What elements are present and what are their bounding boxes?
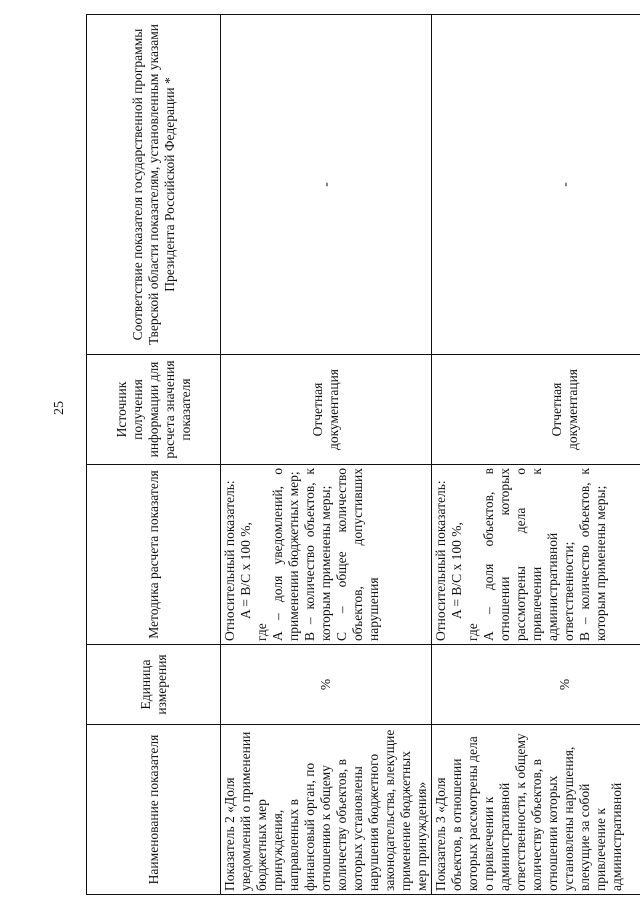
indicator-method: [432, 465, 640, 645]
method-line: А – доля объектов, в отношении которых рассмотрены дела о привлечении к административной ответственности;: [481, 468, 576, 641]
rotated-table-wrapper: [86, 15, 640, 895]
header-unit: Единица измерения: [87, 645, 221, 725]
method-line: С – общее количество объектов, допустивших нарушения: [334, 468, 381, 641]
method-formula: A = B/C x 100 %,: [238, 522, 253, 619]
page-number: 25: [52, 401, 67, 415]
method-line: где: [254, 623, 269, 641]
indicator-correspondence: -: [432, 15, 640, 355]
indicator-name: Показатель 2 «Доля уведомлений о применении бюджетных мер принуждения, направленных в финансовый орган, по отношению к общему количеству объектов, в которых установлены нарушения бюджетного законодательства, влекущие применение бюджетных мер принуждения»: [221, 725, 432, 895]
indicator-unit: %: [221, 645, 432, 725]
method-line: В – количество объектов, к которым применены меры;: [577, 468, 608, 641]
table-row: [221, 15, 432, 895]
table-header-row: [87, 15, 221, 895]
method-line: Относительный показатель:: [433, 480, 448, 641]
header-method: Методика расчета показателя: [87, 465, 221, 645]
method-formula: A = B/C x 100 %,: [449, 522, 464, 619]
indicator-source: Отчетная документация: [432, 355, 640, 465]
header-name: Наименование показателя: [87, 725, 221, 895]
method-line: где: [465, 623, 480, 641]
indicator-source: Отчетная документация: [221, 355, 432, 465]
indicator-unit: %: [432, 645, 640, 725]
method-line: В – количество объектов, к которым применены меры;: [302, 468, 333, 641]
header-correspondence: Соответствие показателя государственной программы Тверской области показателям, установленным указами Президента Российской Федерации *: [87, 15, 221, 355]
table-row: [432, 15, 640, 895]
header-source: Источник получения информации для расчета значения показателя: [87, 355, 221, 465]
method-line: Относительный показатель:: [222, 480, 237, 641]
indicators-table: [86, 14, 640, 895]
indicator-method: [221, 465, 432, 645]
method-line: А – доля уведомлений, о применении бюджетных мер;: [270, 468, 301, 641]
indicator-name: Показатель 3 «Доля объектов, в отношении которых рассмотрены дела о привлечении к административной ответственности, к общему количеству объектов, в отношении которых установлены нарушения, влекущие за собой привлечение к административной: [432, 725, 640, 895]
indicator-correspondence: -: [221, 15, 432, 355]
